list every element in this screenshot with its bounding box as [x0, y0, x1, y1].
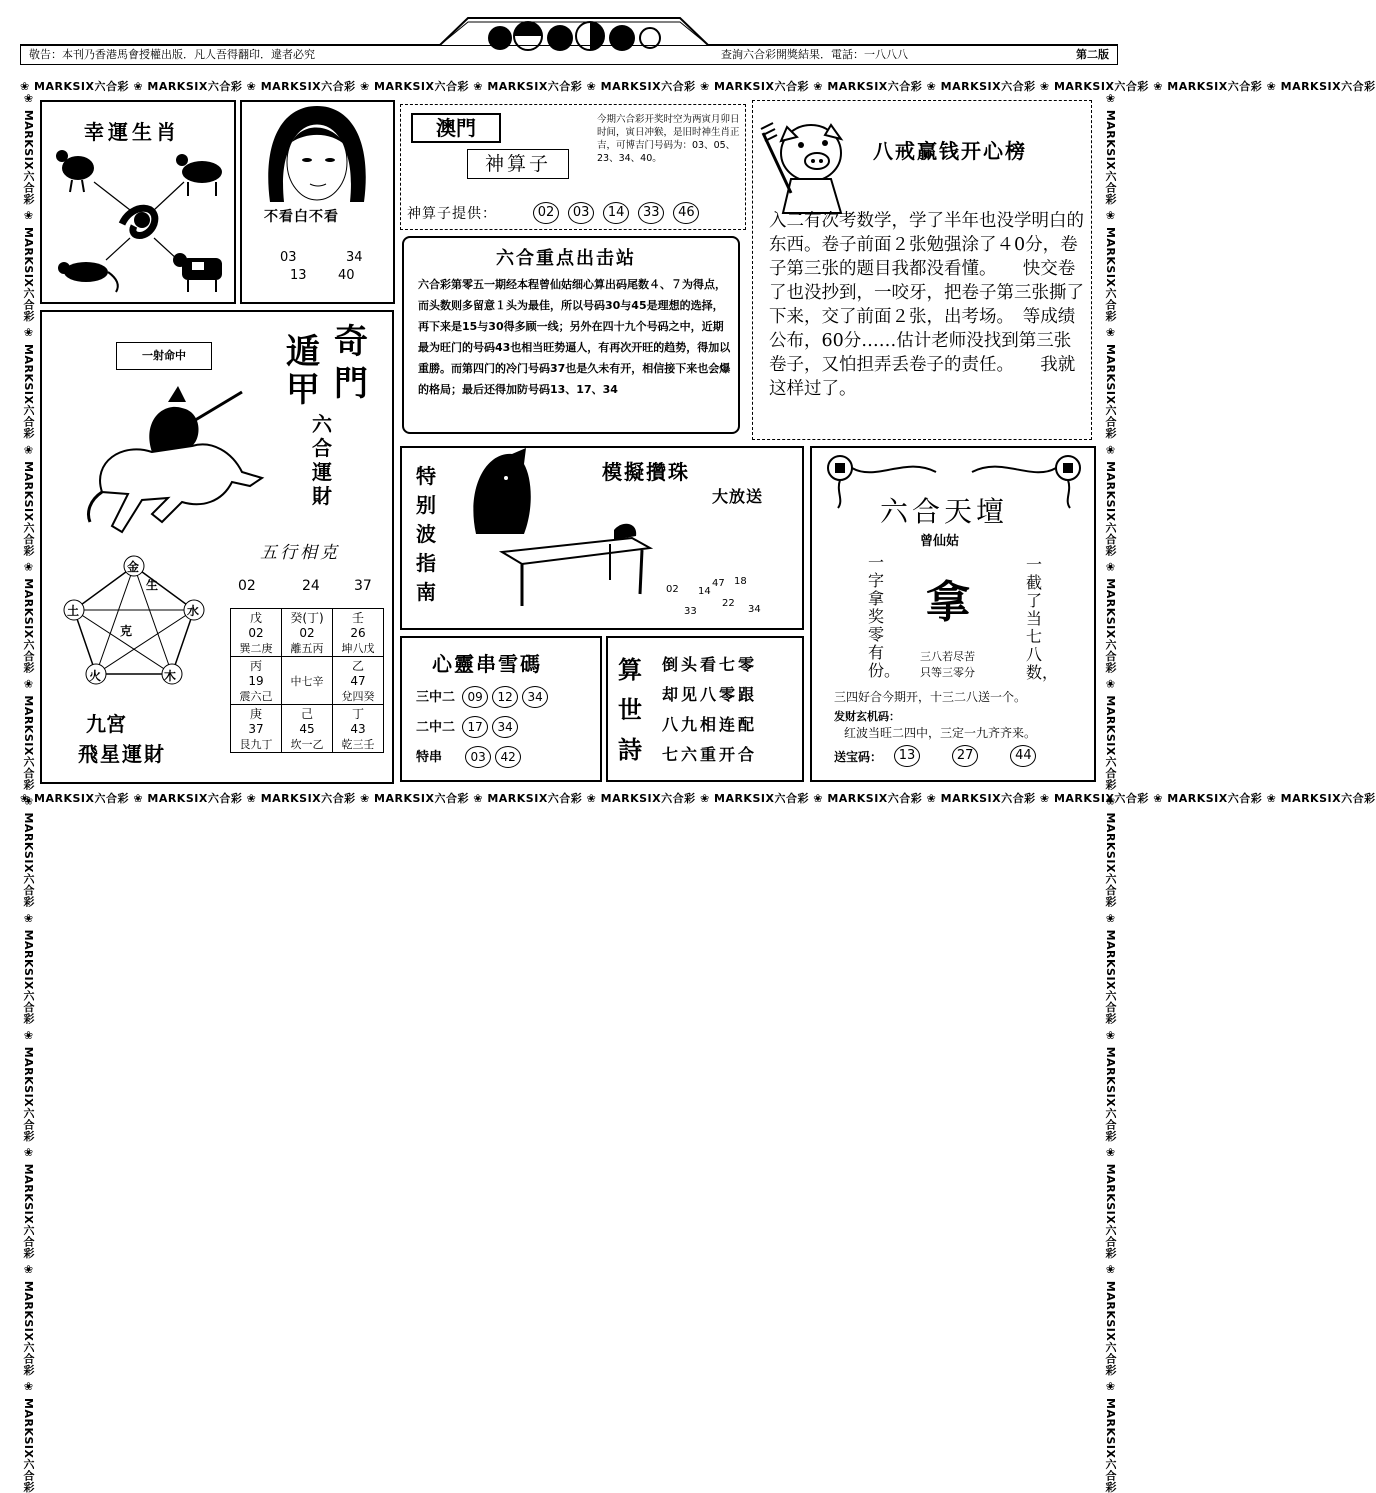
bajie-story: 入二有次考数学，学了半年也没学明白的东西。卷子前面２张勉强涂了４0分，卷子第三张的题目我都没看懂。 快交卷了也没抄到，一咬牙，把卷子第三张撕了下来，交了前面２张，出考场。 等成绩公布，60分……估计老师没找到第三张卷子，又怕担弄丢卷子的责任。 我就这样过了。: [769, 211, 1084, 399]
rat-icon: [58, 262, 118, 292]
special-wave-vertical-title: 特别波指南: [416, 464, 436, 604]
border-bottom: ❀ MARKSIX六合彩 ❀ MARKSIX六合彩 ❀ MARKSIX六合彩 ❀ MARKSIX六合彩 ❀ MARKSIX六合彩 ❀ MARKSIX六合彩 ❀ MARKSIX六合彩 ❀ MARKSIX六合彩 ❀ MARKSIX六合彩 ❀ MARKSIX六合彩 ❀ MARKSIX六合彩 ❀ MARKSIX六合彩: [20, 792, 1376, 805]
lucky-zodiac-panel: [40, 100, 236, 304]
hot-site-title: 六合重点出击站: [496, 248, 636, 269]
code-row: 特串 03 42: [416, 746, 523, 768]
provider-label: 神算子提供：: [407, 206, 497, 222]
altar-numbers: 13 27 44: [892, 744, 1038, 767]
banner-box: [116, 342, 212, 370]
qimen-num-1: 02: [238, 578, 256, 594]
poem-line: 却见八零跟: [662, 685, 758, 704]
element-water: 水: [187, 604, 200, 618]
element-fire: 火: [89, 669, 102, 683]
heart-code-panel: [400, 636, 602, 782]
nine-palace-grid: [230, 608, 384, 753]
macau-num: 46: [673, 202, 699, 224]
altar-label2: 发财玄机码：: [834, 710, 900, 723]
altar-right-vertical: 一截了当七八数，: [1026, 555, 1059, 682]
pig-bajie-icon: [761, 113, 861, 217]
qimen-num-3: 37: [354, 578, 372, 594]
macau-panel: [400, 104, 746, 230]
grid-cell: 壬 26 坤八戊: [333, 609, 384, 657]
five-elements-title: 五行相克: [260, 543, 340, 563]
qimen-char-1: 遁: [286, 332, 320, 372]
grid-cell: 丁 43 乾三壬: [333, 705, 384, 753]
altar-left-vertical: 一字拿奖零有份。: [868, 553, 901, 680]
macau-text: 今期六合彩开奖时空为两寅月卯日时间，寅日冲猴，是旧时神生肖正吉，可博吉门号码为：03、05、23、34、40。: [597, 114, 740, 164]
code-row: 二中二 17 34: [416, 716, 520, 738]
horse-rider-image: [82, 382, 272, 552]
grid-cell: 癸(丁) 02 離五丙: [282, 609, 333, 657]
border-top: ❀ MARKSIX六合彩 ❀ MARKSIX六合彩 ❀ MARKSIX六合彩 ❀ MARKSIX六合彩 ❀ MARKSIX六合彩 ❀ MARKSIX六合彩 ❀ MARKSIX六合彩 ❀ MARKSIX六合彩 ❀ MARKSIX六合彩 ❀ MARKSIX六合彩 ❀ MARKSIX六合彩 ❀ MARKSIX六合彩: [20, 80, 1376, 93]
poem-badge: 算世詩: [618, 655, 642, 764]
element-metal: 金: [127, 560, 140, 574]
heart-code-title: 心靈串雪碼: [432, 652, 542, 676]
special-wave-title: 模擬攢珠: [602, 460, 690, 484]
macau-title: 澳門: [436, 116, 476, 140]
qimen-panel: [40, 310, 394, 784]
ox-icon: [173, 253, 222, 292]
sw-num: 18: [734, 576, 747, 587]
element-word-ke: 克: [120, 624, 133, 638]
notice-bar: [20, 45, 1118, 65]
element-wood: 木: [164, 669, 177, 683]
grid-cell: 中七辛: [282, 657, 333, 705]
altar-big-char: 拿: [926, 577, 970, 628]
altar-center-a: 三八若尽苦: [920, 650, 975, 663]
macau-num: 02: [533, 202, 559, 224]
girl-panel: [240, 100, 395, 304]
sw-num: 47: [712, 578, 725, 589]
sw-num: 33: [684, 606, 697, 617]
element-word-sheng: 生: [146, 578, 159, 592]
grid-cell: 乙 47 兌四癸: [333, 657, 384, 705]
banner-text: 一射命中: [142, 349, 186, 362]
hot-site-panel: [402, 236, 740, 434]
code-row: 三中二 09 12 34: [416, 686, 550, 708]
notice-right: 查詢六合彩開獎結果．電話：一八八八: [721, 48, 908, 61]
girl-caption: 不看白不看: [264, 209, 339, 225]
qimen-char-4: 門: [334, 364, 368, 404]
girl-num-2: 34: [346, 250, 363, 265]
notice-left: 敬告：本刊乃香港馬會授權出版．凡人吾得翻印．違者必究: [29, 48, 315, 61]
qimen-footer-a: 九宮: [86, 712, 126, 736]
poem-panel: [606, 636, 804, 782]
qimen-char-2: 奇: [334, 322, 368, 362]
snake-icon: [122, 208, 155, 235]
table-icon: [502, 518, 652, 608]
qimen-subtitle: 六合運財: [312, 412, 332, 508]
altar-subtitle: 曾仙姑: [920, 534, 960, 549]
qimen-footer-b: 飛星運財: [78, 742, 166, 766]
grid-cell: 己 45 坎一乙: [282, 705, 333, 753]
altar-panel: [810, 446, 1096, 782]
qimen-num-2: 24: [302, 578, 320, 594]
poem-line: 八九相连配: [662, 715, 758, 734]
sw-num: 02: [666, 584, 679, 595]
shensuanzi-title: 神算子: [484, 153, 551, 175]
macau-numbers: [531, 201, 701, 224]
macau-num: 03: [568, 202, 594, 224]
grid-cell: 戊 02 巽二庚: [231, 609, 282, 657]
lucky-zodiac-title: 幸運生肖: [84, 120, 180, 144]
altar-line2: 红波当旺二四中，三定一九齐齐来。: [844, 726, 1037, 740]
special-wave-subtitle: 大放送: [712, 487, 764, 506]
grid-cell: 丙 19 震六己: [231, 657, 282, 705]
macau-title-box: [411, 113, 501, 143]
edition-label: 第二版: [1076, 48, 1109, 61]
shensuanzi-box: [467, 149, 569, 179]
bajie-title: 八戒赢钱开心榜: [873, 139, 1027, 163]
qimen-char-3: 甲: [286, 370, 320, 410]
girl-num-3: 13: [290, 268, 307, 283]
altar-label3: 送宝码：: [834, 750, 883, 764]
sw-num: 34: [748, 604, 761, 615]
goat-icon: [176, 154, 222, 196]
rooster-icon: [56, 150, 94, 192]
sw-num: 22: [722, 598, 735, 609]
border-left: ❀ MARKSIX六合彩 ❀ MARKSIX六合彩 ❀ MARKSIX六合彩 ❀ MARKSIX六合彩 ❀ MARKSIX六合彩 ❀ MARKSIX六合彩 ❀ MARKSIX六合彩 ❀ MARKSIX六合彩 ❀ MARKSIX六合彩 ❀ MARKSIX六合彩 ❀ MARKSIX六合彩 ❀ MARKSIX六合彩: [22, 92, 35, 1493]
altar-title: 六合天壇: [880, 495, 1009, 528]
altar-line1: 三四好合今期开，十三二八送一个。: [834, 690, 1027, 704]
bajie-panel: [752, 100, 1092, 440]
poem-line: 七六重开合: [662, 745, 758, 764]
grid-cell: 庚 37 艮九丁: [231, 705, 282, 753]
macau-num: 33: [638, 202, 664, 224]
sw-num: 14: [698, 586, 711, 597]
special-wave-panel: [400, 446, 804, 630]
border-right: ❀ MARKSIX六合彩 ❀ MARKSIX六合彩 ❀ MARKSIX六合彩 ❀ MARKSIX六合彩 ❀ MARKSIX六合彩 ❀ MARKSIX六合彩 ❀ MARKSIX六合彩 ❀ MARKSIX六合彩 ❀ MARKSIX六合彩 ❀ MARKSIX六合彩 ❀ MARKSIX六合彩 ❀ MARKSIX六合彩: [1104, 92, 1117, 1493]
altar-center-b: 只等三零分: [920, 666, 975, 679]
girl-portrait-image: [262, 102, 372, 212]
girl-num-4: 40: [338, 268, 355, 283]
element-earth: 土: [67, 604, 80, 618]
hot-site-text: 六合彩第零五一期经本程曾仙姑细心算出码尾数４、７为得点，而头数则多留意１头为最佳，所以号码30与45是理想的选择，再下来是15与30得多顾一线；另外在四十九个号码之中，近期最为旺门的号码43也相当旺势逼人，有再次开旺的趋势，得加以重勝。而第四门的冷门号码37也是久未有开，相信接下来也会爆的格局；最后还得加防号码13、17、34: [418, 278, 731, 396]
girl-num-1: 03: [280, 250, 297, 265]
zodiac-illustration: [42, 142, 234, 302]
macau-num: 14: [603, 202, 629, 224]
poem-line: 倒头看七零: [662, 655, 758, 674]
